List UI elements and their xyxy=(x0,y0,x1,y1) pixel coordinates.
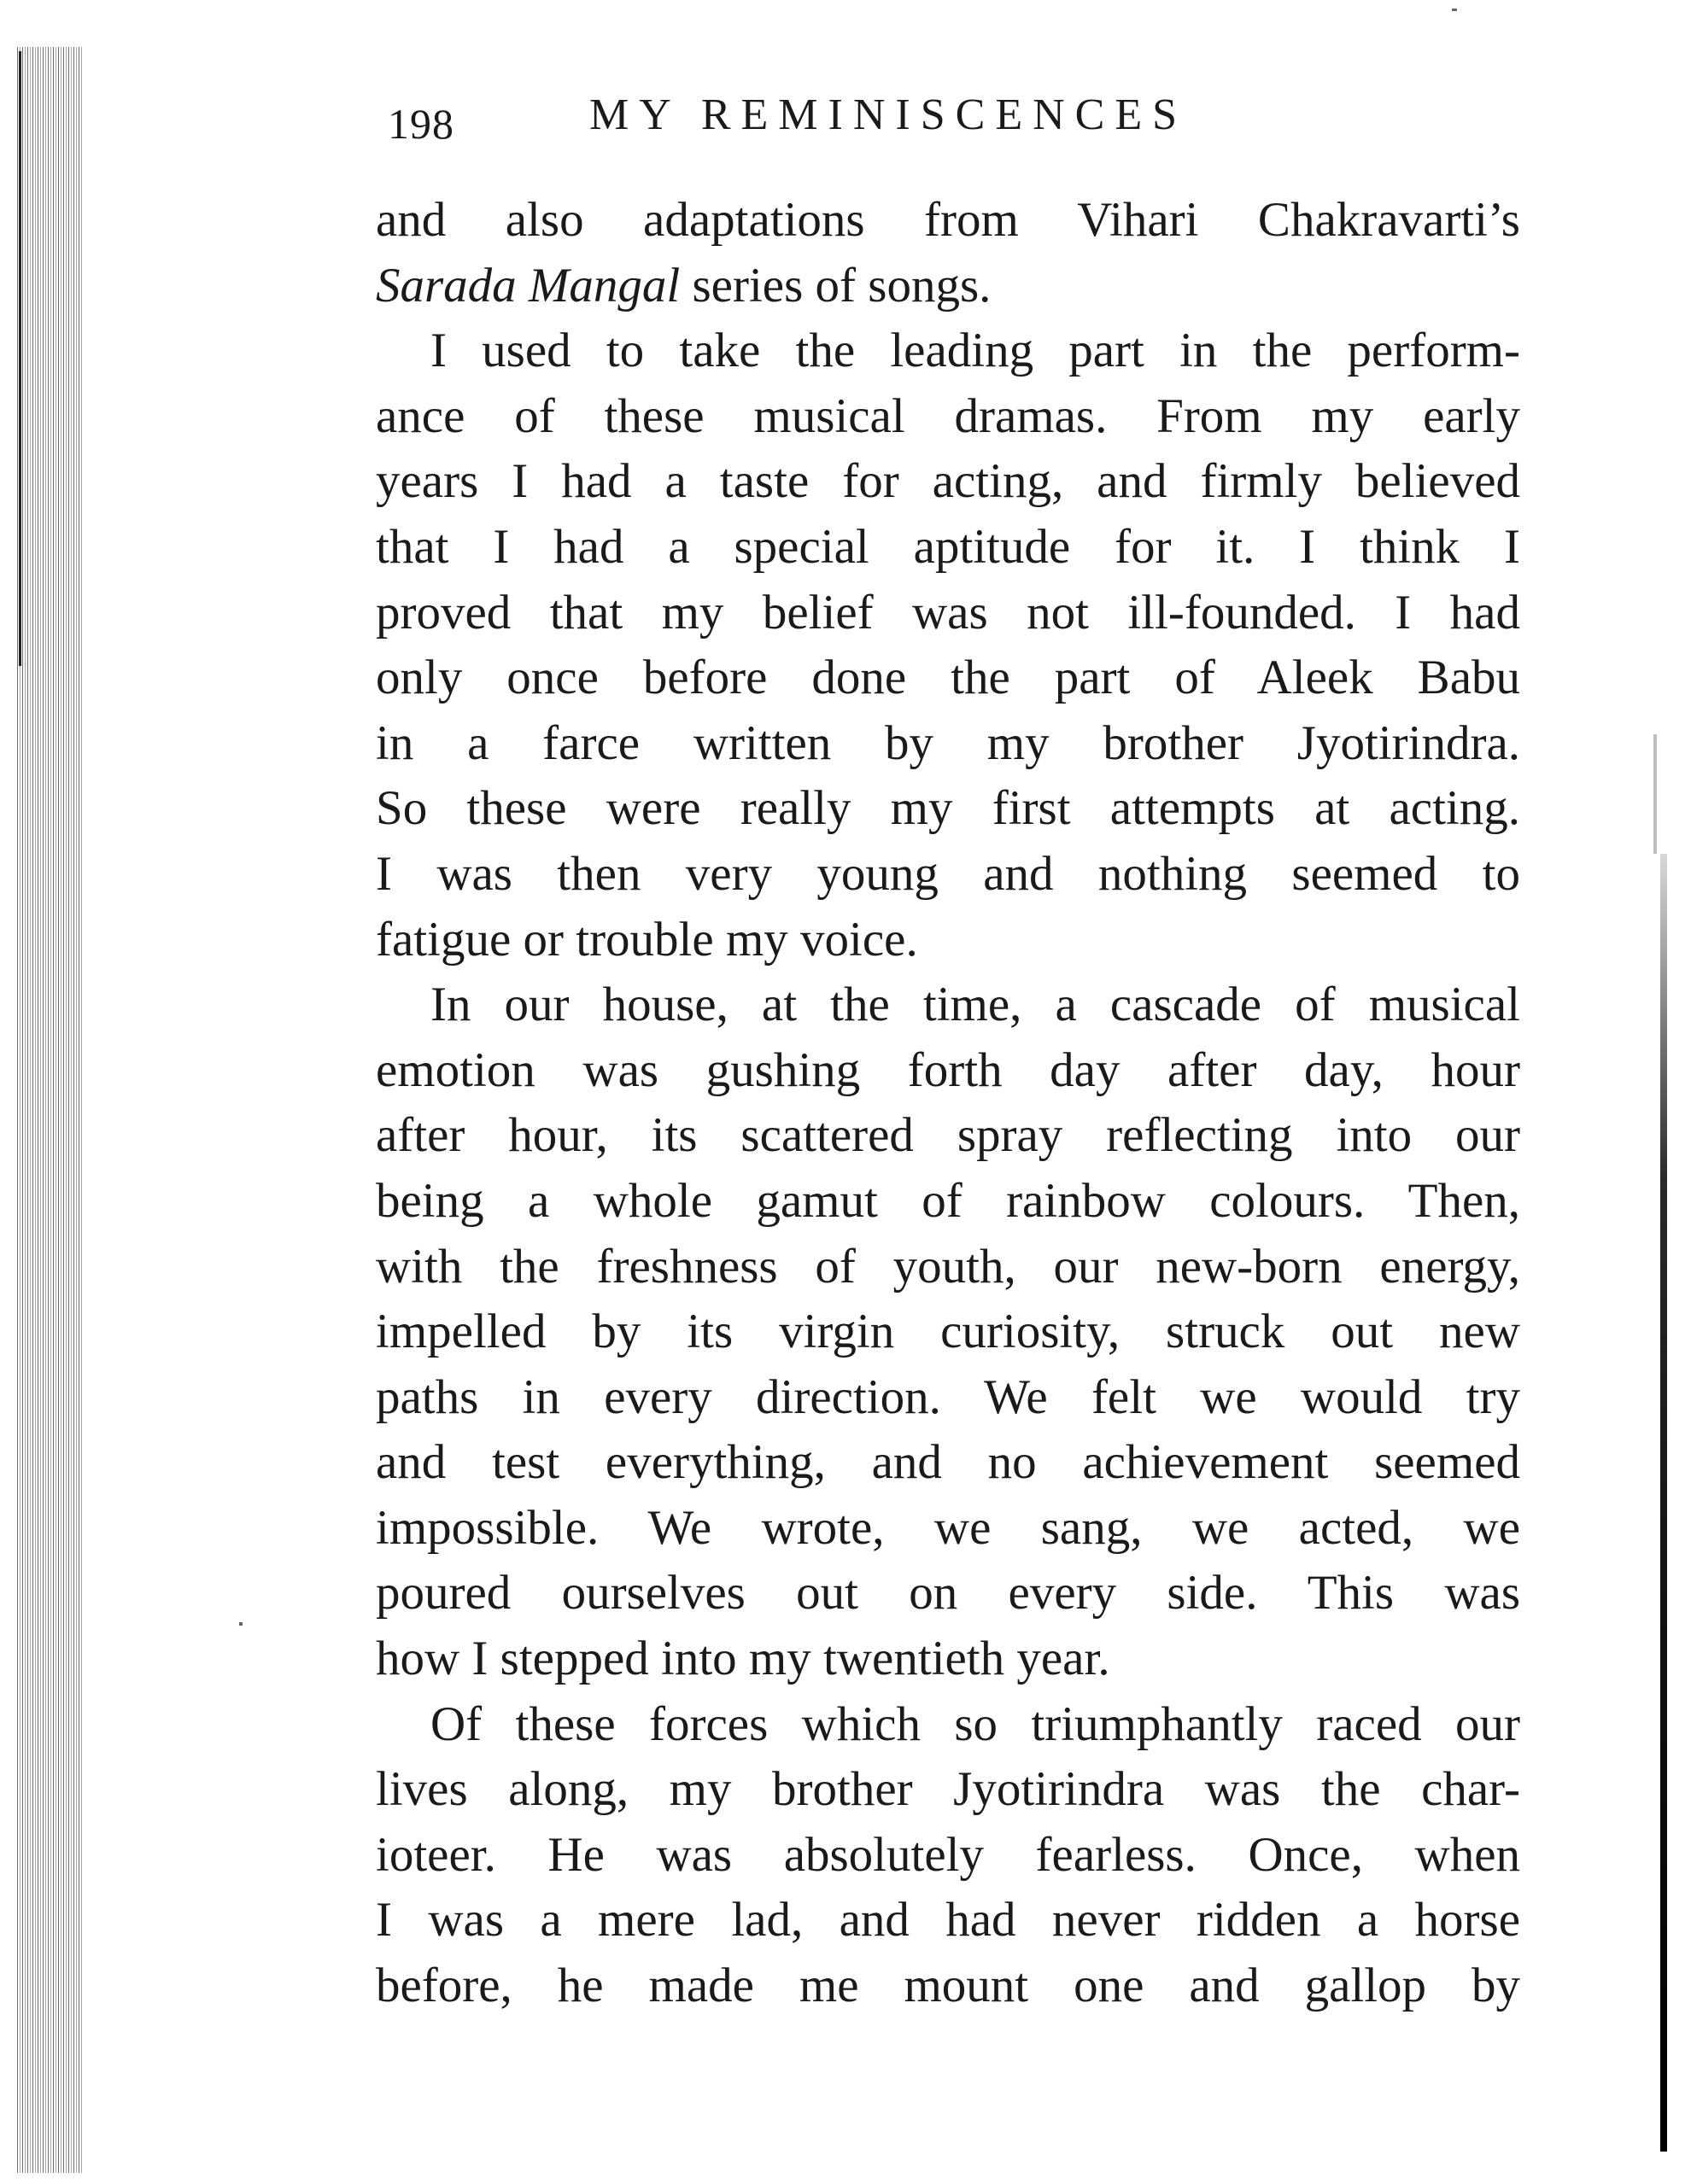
text-line: fatigue or trouble my voice. xyxy=(376,912,918,966)
text-line: In our house, at the time, a cascade of musical xyxy=(430,978,1520,1032)
text-line: before, he made me mount one and gallop by xyxy=(376,1959,1520,2013)
text-line: paths in every direction. We felt we would try xyxy=(376,1369,1520,1424)
text-line-fragment: series of songs. xyxy=(680,258,992,312)
text-line: with the freshness of youth, our new-born energy, xyxy=(376,1239,1520,1293)
text-line: that I had a special aptitude for it. I think I xyxy=(376,519,1520,574)
scan-speck xyxy=(1452,9,1457,11)
page-edge-shadow xyxy=(1660,854,1667,2152)
text-line: in a farce written by my brother Jyotirindra. xyxy=(376,715,1520,770)
book-page xyxy=(376,77,1520,2019)
book-title: MY REMINISCENCES xyxy=(589,91,1188,139)
text-line: poured ourselves out on every side. This was xyxy=(376,1566,1520,1620)
text-line: impossible. We wrote, we sang, we acted, we xyxy=(376,1500,1520,1555)
text-line: being a whole gamut of rainbow colours. Then, xyxy=(376,1173,1520,1228)
running-head xyxy=(376,77,1520,154)
body-text xyxy=(376,188,1520,2019)
text-line: only once before done the part of Aleek Babu xyxy=(376,651,1520,705)
text-line: Of these forces which so triumphantly raced our xyxy=(430,1696,1520,1751)
text-line: years I had a taste for acting, and firmly believed xyxy=(376,454,1520,509)
text-line xyxy=(376,254,1520,319)
book-spine-gutter xyxy=(15,47,82,2173)
text-line: lives along, my brother Jyotirindra was the char- xyxy=(376,1762,1520,1817)
text-line: I was then very young and nothing seemed to xyxy=(376,846,1520,901)
page-number: 198 xyxy=(388,100,454,148)
text-line: impelled by its virgin curiosity, struck out new xyxy=(376,1305,1520,1359)
text-line: and also adaptations from Vihari Chakravarti’s xyxy=(376,193,1520,247)
text-line: and test everything, and no achievement seemed xyxy=(376,1435,1520,1490)
text-line: how I stepped into my twentieth year. xyxy=(376,1632,1110,1686)
text-line: I used to take the leading part in the perform- xyxy=(430,324,1520,378)
scan-speck xyxy=(239,1622,243,1626)
text-line: after hour, its scattered spray reflecting into our xyxy=(376,1108,1520,1163)
text-line: proved that my belief was not ill-founded. I had xyxy=(376,585,1520,639)
text-line: I was a mere lad, and had never ridden a horse xyxy=(376,1893,1520,1947)
text-line: ance of these musical dramas. From my early xyxy=(376,388,1520,443)
text-line: emotion was gushing forth day after day, hour xyxy=(376,1042,1520,1097)
text-line: So these were really my first attempts at acting. xyxy=(376,781,1520,836)
page-edge-shadow-top xyxy=(1653,734,1657,854)
text-line: ioteer. He was absolutely fearless. Once, when xyxy=(376,1827,1520,1882)
gutter-edge-line xyxy=(19,51,21,666)
italic-title: Sarada Mangal xyxy=(376,258,681,312)
